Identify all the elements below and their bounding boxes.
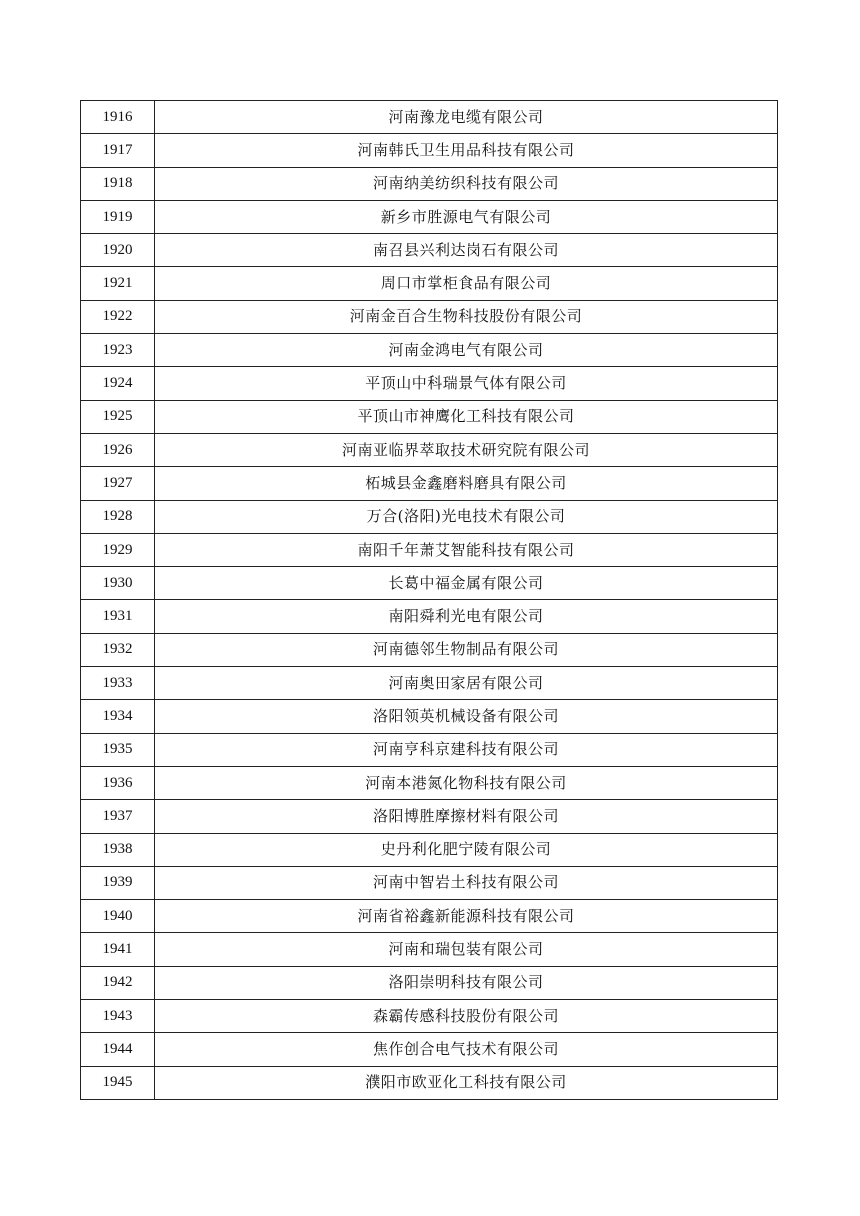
company-name: 河南和瑞包装有限公司 (155, 933, 778, 966)
company-name: 柘城县金鑫磨料磨具有限公司 (155, 467, 778, 500)
table-row (81, 433, 778, 466)
company-name: 南阳舜利光电有限公司 (155, 600, 778, 633)
table-row (81, 400, 778, 433)
company-name: 河南纳美纺织科技有限公司 (155, 167, 778, 200)
company-name: 新乡市胜源电气有限公司 (155, 200, 778, 233)
company-name: 洛阳领英机械设备有限公司 (155, 700, 778, 733)
table-row (81, 833, 778, 866)
table-row (81, 200, 778, 233)
table-row (81, 933, 778, 966)
company-name: 焦作创合电气技术有限公司 (155, 1033, 778, 1066)
row-number: 1941 (81, 933, 155, 966)
company-name: 河南豫龙电缆有限公司 (155, 101, 778, 134)
row-number: 1931 (81, 600, 155, 633)
table-row (81, 600, 778, 633)
company-list-body (81, 101, 778, 1100)
company-name: 洛阳崇明科技有限公司 (155, 966, 778, 999)
company-name: 森霸传感科技股份有限公司 (155, 1000, 778, 1033)
row-number: 1926 (81, 433, 155, 466)
table-row (81, 134, 778, 167)
company-name: 史丹利化肥宁陵有限公司 (155, 833, 778, 866)
row-number: 1936 (81, 766, 155, 799)
table-row (81, 700, 778, 733)
row-number: 1944 (81, 1033, 155, 1066)
company-name: 河南亨科京建科技有限公司 (155, 733, 778, 766)
table-row (81, 866, 778, 899)
company-name: 河南中智岩土科技有限公司 (155, 866, 778, 899)
company-name: 平顶山市神鹰化工科技有限公司 (155, 400, 778, 433)
table-row (81, 766, 778, 799)
company-list-page (80, 100, 778, 1100)
row-number: 1943 (81, 1000, 155, 1033)
company-name: 河南省裕鑫新能源科技有限公司 (155, 900, 778, 933)
row-number: 1925 (81, 400, 155, 433)
table-row (81, 1066, 778, 1099)
row-number: 1919 (81, 200, 155, 233)
company-name: 南召县兴利达岗石有限公司 (155, 234, 778, 267)
row-number: 1937 (81, 800, 155, 833)
table-row (81, 500, 778, 533)
row-number: 1927 (81, 467, 155, 500)
table-row (81, 1000, 778, 1033)
table-row (81, 667, 778, 700)
row-number: 1934 (81, 700, 155, 733)
row-number: 1935 (81, 733, 155, 766)
table-row (81, 101, 778, 134)
row-number: 1932 (81, 633, 155, 666)
row-number: 1922 (81, 300, 155, 333)
company-name: 长葛中福金属有限公司 (155, 567, 778, 600)
row-number: 1940 (81, 900, 155, 933)
table-row (81, 267, 778, 300)
row-number: 1916 (81, 101, 155, 134)
company-name: 平顶山中科瑞景气体有限公司 (155, 367, 778, 400)
row-number: 1921 (81, 267, 155, 300)
company-name: 河南金鸿电气有限公司 (155, 334, 778, 367)
row-number: 1942 (81, 966, 155, 999)
table-row (81, 167, 778, 200)
row-number: 1933 (81, 667, 155, 700)
company-name: 河南金百合生物科技股份有限公司 (155, 300, 778, 333)
row-number: 1924 (81, 367, 155, 400)
row-number: 1938 (81, 833, 155, 866)
company-name: 河南亚临界萃取技术研究院有限公司 (155, 433, 778, 466)
table-row (81, 633, 778, 666)
table-row (81, 567, 778, 600)
table-row (81, 334, 778, 367)
table-row (81, 467, 778, 500)
table-row (81, 900, 778, 933)
table-row (81, 800, 778, 833)
table-row (81, 1033, 778, 1066)
table-row (81, 533, 778, 566)
row-number: 1945 (81, 1066, 155, 1099)
company-name: 万合(洛阳)光电技术有限公司 (155, 500, 778, 533)
company-name: 河南德邻生物制品有限公司 (155, 633, 778, 666)
table-row (81, 733, 778, 766)
company-name: 河南奥田家居有限公司 (155, 667, 778, 700)
row-number: 1939 (81, 866, 155, 899)
row-number: 1923 (81, 334, 155, 367)
row-number: 1930 (81, 567, 155, 600)
row-number: 1918 (81, 167, 155, 200)
company-name: 河南本港氮化物科技有限公司 (155, 766, 778, 799)
company-name: 周口市掌柜食品有限公司 (155, 267, 778, 300)
table-row (81, 300, 778, 333)
company-name: 濮阳市欧亚化工科技有限公司 (155, 1066, 778, 1099)
table-row (81, 966, 778, 999)
row-number: 1917 (81, 134, 155, 167)
company-name: 洛阳博胜摩擦材料有限公司 (155, 800, 778, 833)
company-name: 南阳千年萧艾智能科技有限公司 (155, 533, 778, 566)
row-number: 1929 (81, 533, 155, 566)
row-number: 1920 (81, 234, 155, 267)
company-name: 河南韩氏卫生用品科技有限公司 (155, 134, 778, 167)
table-row (81, 234, 778, 267)
table-row (81, 367, 778, 400)
company-list-table (80, 100, 778, 1100)
row-number: 1928 (81, 500, 155, 533)
